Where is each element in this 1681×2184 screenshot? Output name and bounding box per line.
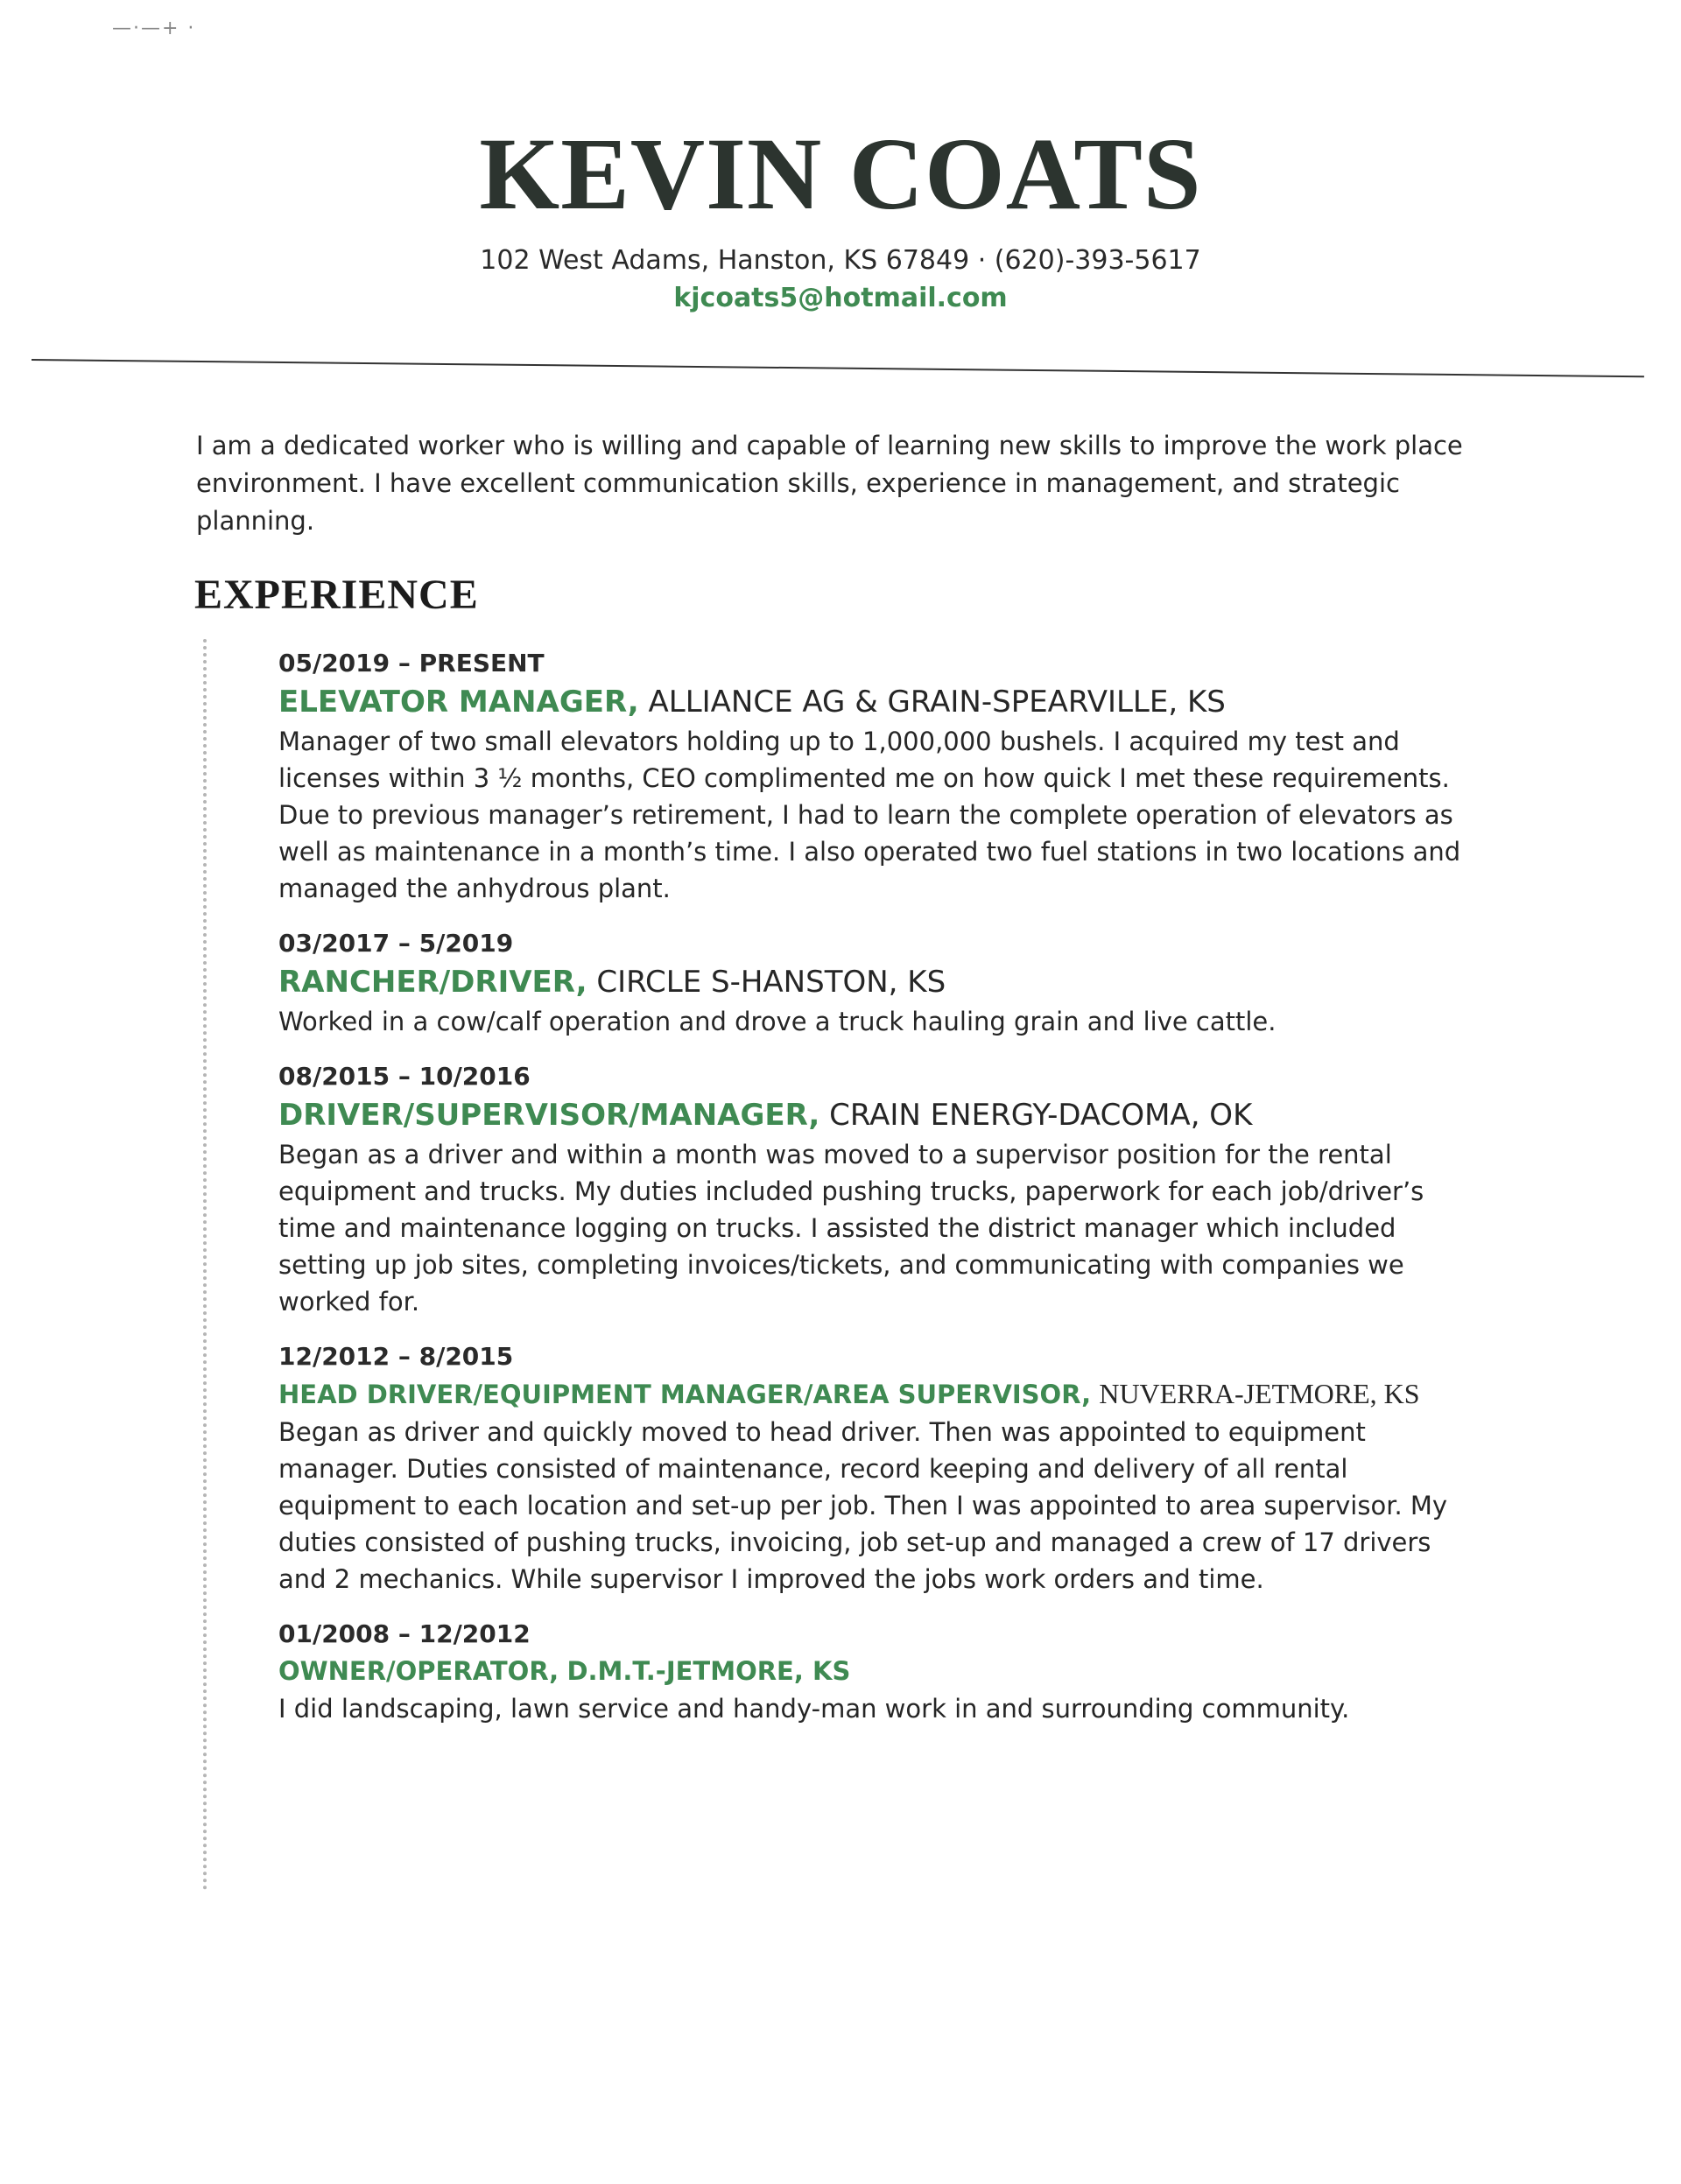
job-title: RANCHER/DRIVER, xyxy=(278,965,587,1000)
job-title: ELEVATOR MANAGER, xyxy=(278,685,639,720)
job-dates: 03/2017 – 5/2019 xyxy=(278,929,514,958)
job-employer: CRAIN ENERGY-DACOMA, OK xyxy=(829,1098,1253,1133)
job-employer: ALLIANCE AG & GRAIN-SPEARVILLE, KS xyxy=(648,685,1226,720)
job-description: Began as driver and quickly moved to head driver. Then was appointed to equipment manager. Duties consisted of maintenance, record keeping and delivery of all rental equipment to each location and set-up per job. Then I was appointed to area supervisor. My duties consisted of pushing trucks, invoicing, job set-up and managed a crew of 17 drivers and 2 mechanics. While supervisor I improved the jobs work orders and time. xyxy=(278,1417,1448,1594)
job-title-line xyxy=(278,1652,1487,1690)
job-entry xyxy=(278,1339,1487,1598)
contact-address-phone: 102 West Adams, Hanston, KS 67849 · (620)-393-5617 xyxy=(480,245,1201,276)
experience-heading: EXPERIENCE xyxy=(194,572,479,618)
job-title: DRIVER/SUPERVISOR/MANAGER, xyxy=(278,1098,820,1133)
contact-email[interactable]: kjcoats5@hotmail.com xyxy=(673,283,1008,313)
job-entry xyxy=(278,926,1487,1040)
job-title-line xyxy=(278,1374,1487,1414)
candidate-name: KEVIN COATS xyxy=(479,116,1202,231)
job-dates: 01/2008 – 12/2012 xyxy=(278,1619,531,1648)
summary-paragraph: I am a dedicated worker who is willing and capable of learning new skills to improve the work place environment. I have excellent communication skills, experience in management, and strategic planning. xyxy=(196,431,1463,536)
job-description: I did landscaping, lawn service and handy-man work in and surrounding community. xyxy=(278,1694,1350,1724)
header-divider xyxy=(32,359,1644,377)
job-description: Began as a driver and within a month was moved to a supervisor position for the rental equipment and trucks. My duties included pushing trucks, paperwork for each job/driver’s time and maintenance logging on trucks. I assisted the district manager which included setting up job sites, completing invoices/tickets, and communicating with companies we worked for. xyxy=(278,1140,1424,1317)
job-entry xyxy=(278,1617,1487,1727)
job-entry xyxy=(278,1059,1487,1320)
job-description: Manager of two small elevators holding up to 1,000,000 bushels. I acquired my test and licenses within 3 ½ months, CEO complimented me on how quick I met these requirements. Due to previous manager’s retirement, I had to learn the complete operation of elevators as well as maintenance in a month’s time. I also operated two fuel stations in two locations and managed the anhydrous plant. xyxy=(278,727,1461,903)
timeline-dotted-line xyxy=(203,639,207,1891)
job-dates: 08/2015 – 10/2016 xyxy=(278,1062,531,1091)
job-dates: 05/2019 – PRESENT xyxy=(278,649,545,678)
scan-artifact: —·—+ · xyxy=(112,18,196,39)
job-title-line xyxy=(278,681,1487,723)
job-employer: D.M.T.-JETMORE, KS xyxy=(566,1656,851,1686)
job-title: OWNER/OPERATOR, xyxy=(278,1656,559,1686)
job-title-line xyxy=(278,961,1487,1003)
job-entry xyxy=(278,646,1487,907)
job-title-line xyxy=(278,1094,1487,1136)
job-description: Worked in a cow/calf operation and drove a truck hauling grain and live cattle. xyxy=(278,1007,1277,1036)
job-title: HEAD DRIVER/EQUIPMENT MANAGER/AREA SUPERVISOR, xyxy=(278,1380,1092,1409)
job-dates: 12/2012 – 8/2015 xyxy=(278,1342,514,1371)
resume-header xyxy=(0,116,1681,313)
experience-list xyxy=(278,646,1487,1746)
job-employer: CIRCLE S-HANSTON, KS xyxy=(596,965,946,1000)
job-employer: NUVERRA-JETMORE, KS xyxy=(1099,1378,1420,1409)
